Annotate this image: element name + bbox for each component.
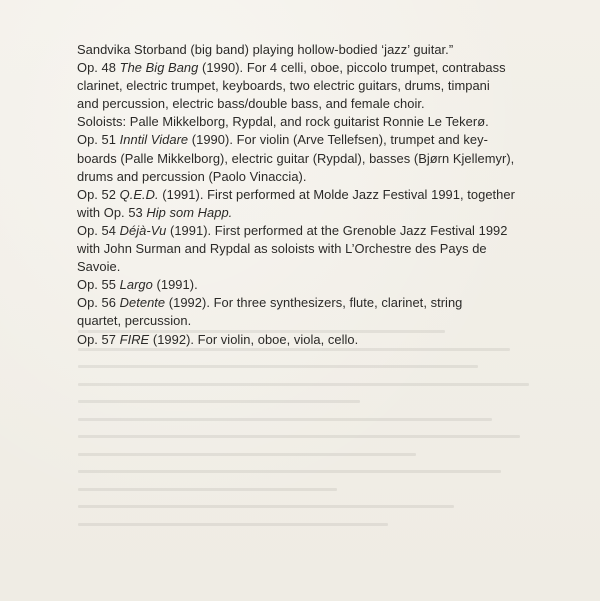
text-line: Op. 52 Q.E.D. (1991). First performed at Molde Jazz Festival 1991, together xyxy=(77,186,515,202)
text-line: clarinet, electric trumpet, keyboards, two electric guitars, drums, timpani xyxy=(77,78,490,94)
text-line: boards (Palle Mikkelborg), electric guitar (Rypdal), basses (Bjørn Kjellemyr), xyxy=(77,150,515,166)
text-line: with Op. 53 Hip som Happ. xyxy=(77,204,233,220)
text-line: Soloists: Palle Mikkelborg, Rypdal, and rock guitarist Ronnie Le Tekerø. xyxy=(77,114,489,130)
text-line: quartet, percussion. xyxy=(77,313,192,329)
text-line: Savoie. xyxy=(77,259,121,275)
text-line: Op. 51 Inntil Vidare (1990). For violin (Arve Tellefsen), trumpet and key- xyxy=(77,132,488,148)
text-line: Op. 54 Déjà-Vu (1991). First performed at the Grenoble Jazz Festival 1992 xyxy=(77,222,508,238)
text-line: Op. 55 Largo (1991). xyxy=(77,277,198,293)
body-text xyxy=(77,41,547,349)
text-line: Op. 57 FIRE (1992). For violin, oboe, viola, cello. xyxy=(77,331,359,347)
text-line: Sandvika Storband (big band) playing hollow-bodied ‘jazz’ guitar.” xyxy=(77,42,454,57)
text-line: with John Surman and Rypdal as soloists with L’Orchestre des Pays de xyxy=(77,241,487,257)
text-line: drums and percussion (Paolo Vinaccia). xyxy=(77,168,307,184)
text-line: Op. 56 Detente (1992). For three synthesizers, flute, clarinet, string xyxy=(77,295,463,311)
text-line: Op. 48 The Big Bang (1990). For 4 celli, oboe, piccolo trumpet, contrabass xyxy=(77,60,506,76)
show-through-text xyxy=(78,330,548,530)
text-line: and percussion, electric bass/double bass, and female choir. xyxy=(77,96,425,112)
